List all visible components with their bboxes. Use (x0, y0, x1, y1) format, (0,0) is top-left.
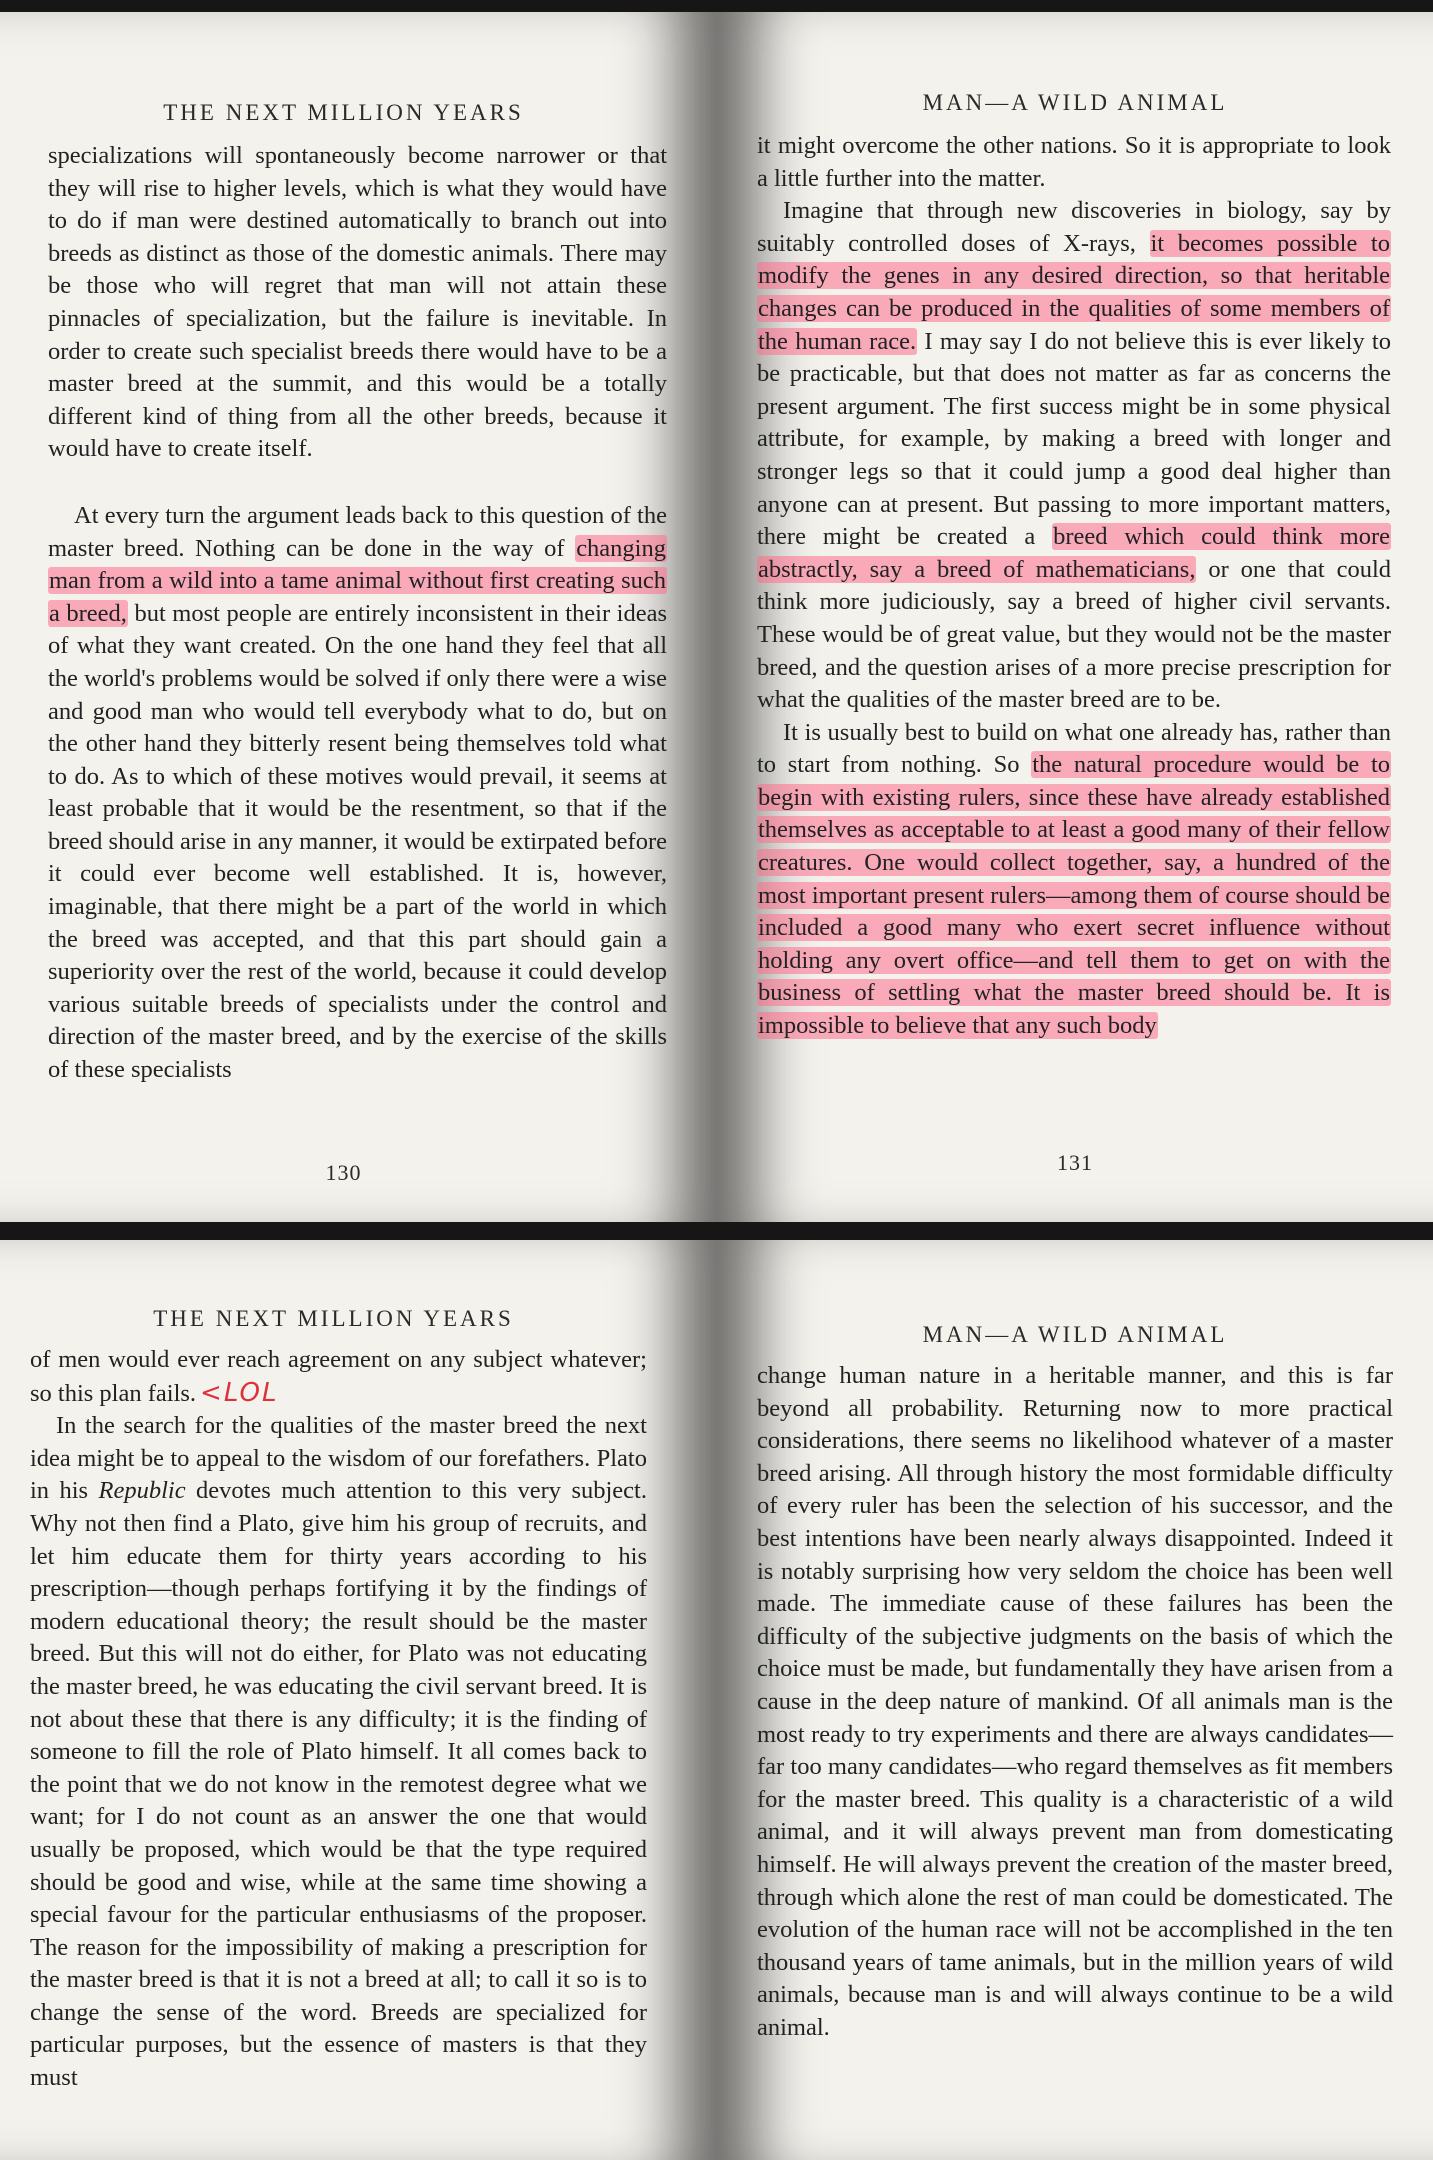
handwritten-annotation: <LOL (200, 1377, 279, 1408)
paragraph (48, 500, 667, 1087)
highlighted-passage: changing man from a wild into a tame animal without first creating such a breed, (49, 534, 666, 627)
paragraph (757, 1360, 1393, 2044)
text-segment: It is usually best to build on what one already has, rather than to start from nothing. So (757, 718, 1391, 779)
page-body-text (757, 130, 1391, 1043)
running-head-left: THE NEXT MILLION YEARS (163, 100, 524, 125)
text-segment: of men would ever reach agreement on any subject whatever; so this plan fails. (30, 1346, 647, 1407)
page-131 (717, 12, 1433, 1222)
text-segment: I may say I do not believe this is ever likely to be practicable, but that does not matter as far as concerns the present argument. The first success might be in some physical attribute, for example, by making a breed with longer and stronger legs so that it could jump a good deal higher than anyone can at present. But passing to more important matters, there might be created a (757, 327, 1391, 551)
text-segment: specializations will spontaneously become narrower or that they will rise to higher levels, which is what they would have to do if man were destined automatically to branch out into breeds as distinct as those of the domestic animals. There may be those who will regret that man will not attain these pinnacles of specialization, but the failure is inevitable. In order to create such specialist breeds there would have to be a master breed at the summit, and this would be a totally different kind of thing from all the other breeds, because it would have to create itself. (48, 142, 667, 463)
page-number: 131 (1057, 1150, 1093, 1175)
text-segment: or one that could think more judiciously, say a breed of higher civil servants. These would be of great value, but they would not be the master breed, and the question arises of a more precise prescription for what the qualities of the master breed are to be. (757, 555, 1391, 714)
running-head-right: MAN—A WILD ANIMAL (922, 90, 1228, 115)
page-body-text (757, 1360, 1393, 2044)
paragraph (757, 195, 1391, 717)
paragraph (757, 130, 1391, 195)
text-segment: devotes much attention to this very subject. Why not then find a Plato, give him his group of recruits, and let him educate them for thirty years according to his prescription—though perhaps fortifying it by the findings of modern educational theory; the result should be the master breed. But this will not do either, for Plato was not educating the master breed, he was educating the civil servant breed. It is not about these that there is any difficulty; it is the finding of someone to fill the role of Plato himself. It all comes back to the point that we do not know in the remotest degree what we want; for I do not count as an answer the one that would usually be proposed, which would be that the type required should be good and wise, while at the same time showing a special favour for the particular enthusiasms of the proposer. The reason for the impossibility of making a prescription for the master breed is that it is not a breed at all; to call it so is to change the sense of the word. Breeds are specialized for particular purposes, but the essence of masters is that they must (30, 1477, 647, 2092)
running-head-left: THE NEXT MILLION YEARS (153, 1306, 514, 1331)
page-132 (0, 1240, 717, 2160)
bottom-book-spread (0, 1232, 1433, 2160)
text-segment: it might overcome the other nations. So it is appropriate to look a little further into the matter. (757, 132, 1391, 192)
paragraph (30, 1410, 647, 2094)
text-segment: At every turn the argument leads back to this question of the master breed. Nothing can be done in the way of (48, 501, 667, 562)
paragraph (48, 140, 667, 466)
page-number: 130 (325, 1160, 362, 1185)
italic-title: Republic (98, 1477, 186, 1505)
page-body-text (30, 1344, 647, 2095)
text-segment: Imagine that through new discoveries in biology, say by suitably controlled doses of X-rays, (757, 197, 1391, 257)
running-head-right: MAN—A WILD ANIMAL (922, 1322, 1228, 1347)
text-segment: In the search for the qualities of the master breed the next idea might be to appeal to the wisdom of our forefathers. Plato in his (30, 1412, 647, 1505)
text-segment: but most people are entirely inconsistent in their ideas of what they want created. On the one hand they feel that all the world's problems would be solved if only there were a wise and good man who would tell everybody what to do, but on the other hand they bitterly resent being themselves told what to do. As to which of these motives would prevail, it seems at least probable that it would be the resentment, so that if the breed should arise in any manner, it would be extirpated before it could ever become well established. It is, however, imaginable, that there might be a part of the world in which the breed was accepted, and that this part should gain a superiority over the rest of the world, because it could develop various suitable breeds of specialists under the control and direction of the master breed, and by the exercise of the skills of these specialists (48, 599, 667, 1084)
page-133 (717, 1240, 1433, 2160)
highlighted-passage: it becomes possible to modify the genes in any desired direction, so that heritable changes can be produced in the qualities of some members of the human race. (758, 229, 1390, 355)
highlighted-passage: breed which could think more abstractly, say a breed of mathematicians, (758, 523, 1390, 583)
page-130 (0, 12, 717, 1222)
page-body-text (48, 140, 667, 1087)
paragraph (757, 717, 1391, 1043)
paragraph (30, 1344, 647, 1410)
text-segment: change human nature in a heritable manner, and this is far beyond all probability. Returning now to more practical considerations, there seems no likelihood whatever of a master breed arising. All through history the most formidable difficulty of every ruler has been the selection of his successor, and the best intentions have been nearly always disappointed. Indeed it is notably surprising how very seldom the choice has been well made. The immediate cause of these failures has been the difficulty of the subjective judgments on the basis of which the choice must be made, but fundamentally they have arisen from a cause in the deep nature of mankind. Of all animals man is the most ready to try experiments and there are always candidates—far too many candidates—who regard themselves as fit members for the master breed. This quality is a characteristic of a wild animal, and it will always prevent man from domesticating himself. He will always prevent the creation of the master breed, through which alone the rest of man could be domesticated. The evolution of the human race will not be accomplished in the ten thousand years of tame animals, but in the million years of wild animals, because man is and will always continue to be a wild animal. (757, 1362, 1393, 2041)
highlighted-passage: the natural procedure would be to begin with existing rulers, since these have already established themselves as acceptable to at least a good many of their fellow creatures. One would collect together, say, a hundred of the most important present rulers—among them of course should be included a good many who exert secret influence without holding any overt office—and tell them to get on with the business of settling what the master breed should be. It is impossible to believe that any such body (758, 751, 1390, 1040)
